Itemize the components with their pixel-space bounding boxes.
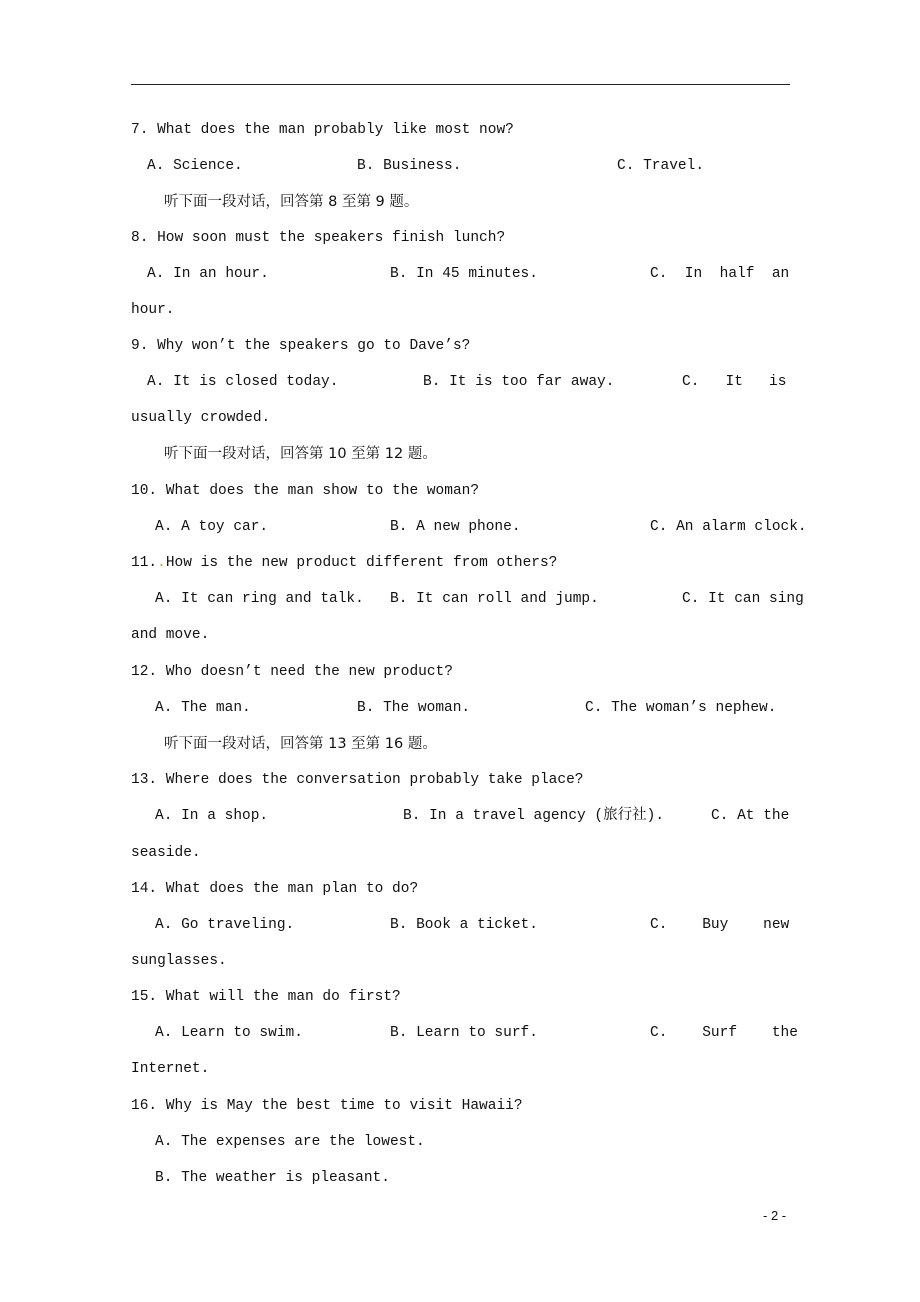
question-14-option-a: A. Go traveling. <box>155 917 295 933</box>
question-8-option-c-cont: hour. <box>131 302 175 318</box>
question-7-stem: 7. What does the man probably like most now? <box>131 122 514 138</box>
question-12-option-a: A. The man. <box>155 700 251 716</box>
question-9-option-c: C. It is <box>682 374 787 390</box>
question-13-option-c: C. At the <box>711 808 790 824</box>
question-8-option-c: C. In half an <box>650 266 790 282</box>
question-14-option-c: C. Buy new <box>650 917 790 933</box>
question-10-option-c: C. An alarm clock. <box>650 519 807 535</box>
question-15-stem: 15. What will the man do first? <box>131 989 401 1005</box>
instruction-13-16: 听下面一段对话，回答第 13 至第 16 题。 <box>164 736 437 752</box>
question-12-stem: 12. Who doesn’t need the new product? <box>131 664 453 680</box>
question-15-option-c: C. Surf the <box>650 1025 798 1041</box>
question-9-option-a: A. It is closed today. <box>147 374 339 390</box>
question-11-text: How is the new product different from others? <box>165 555 558 571</box>
question-16-option-a: A. The expenses are the lowest. <box>155 1134 425 1150</box>
question-11-option-a: A. It can ring and talk. <box>155 591 364 607</box>
question-10-option-b: B. A new phone. <box>390 519 521 535</box>
question-14-stem: 14. What does the man plan to do? <box>131 881 419 897</box>
instruction-8-9: 听下面一段对话，回答第 8 至第 9 题。 <box>164 194 419 210</box>
question-7-option-b: B. Business. <box>357 158 462 174</box>
question-8-option-b: B. In 45 minutes. <box>390 266 538 282</box>
question-13-option-b: B. In a travel agency (旅行社). <box>403 808 665 824</box>
question-14-option-c-cont: sunglasses. <box>131 953 227 969</box>
question-15-option-b: B. Learn to surf. <box>390 1025 538 1041</box>
question-9-stem: 9. Why won’t the speakers go to Dave’s? <box>131 338 471 354</box>
question-11-number: 11. <box>131 555 158 571</box>
question-13-option-a: A. In a shop. <box>155 808 269 824</box>
instruction-10-12: 听下面一段对话，回答第 10 至第 12 题。 <box>164 446 437 462</box>
question-13-option-c-cont: seaside. <box>131 845 201 861</box>
question-10-stem: 10. What does the man show to the woman? <box>131 483 480 499</box>
question-9-option-c-cont: usually crowded. <box>131 410 271 426</box>
page-number: - 2 - <box>763 1208 787 1223</box>
question-13-stem: 13. Where does the conversation probably take place? <box>131 772 584 788</box>
question-11-option-c-cont: and move. <box>131 627 210 643</box>
question-8-stem: 8. How soon must the speakers finish lunch? <box>131 230 506 246</box>
question-11-option-c: C. It can sing <box>682 591 804 607</box>
question-15-option-c-cont: Internet. <box>131 1061 210 1077</box>
question-7-option-a: A. Science. <box>147 158 243 174</box>
question-12-option-c: C. The woman’s nephew. <box>585 700 777 716</box>
question-11-option-b: B. It can roll and jump. <box>390 591 599 607</box>
stray-dot: . <box>157 555 166 571</box>
question-7-option-c: C. Travel. <box>617 158 705 174</box>
question-15-option-a: A. Learn to swim. <box>155 1025 303 1041</box>
question-11-stem <box>131 553 557 573</box>
question-9-option-b: B. It is too far away. <box>423 374 615 390</box>
question-16-option-b: B. The weather is pleasant. <box>155 1170 390 1186</box>
question-8-option-a: A. In an hour. <box>147 266 269 282</box>
question-10-option-a: A. A toy car. <box>155 519 269 535</box>
question-14-option-b: B. Book a ticket. <box>390 917 538 933</box>
header-rule <box>131 84 790 85</box>
question-16-stem: 16. Why is May the best time to visit Hawaii? <box>131 1098 523 1114</box>
question-12-option-b: B. The woman. <box>357 700 471 716</box>
